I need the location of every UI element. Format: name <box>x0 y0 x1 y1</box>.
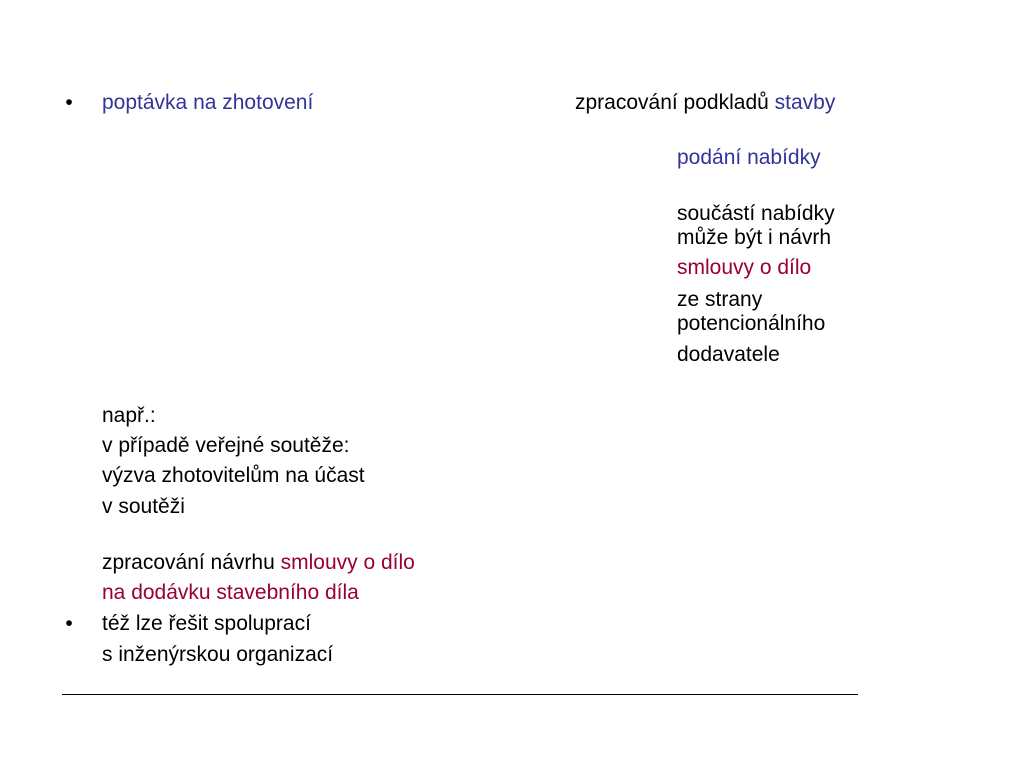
cooperation-line1: též lze řešit spoluprací <box>102 612 311 635</box>
bottom-divider <box>62 694 858 695</box>
example-line3: v soutěži <box>102 495 185 518</box>
documents-heading <box>575 91 835 115</box>
demand-item: poptávka na zhotovení <box>102 91 314 114</box>
example-line2: výzva zhotovitelům na účast <box>102 464 365 487</box>
cooperation-line2: s inženýrskou organizací <box>102 643 334 666</box>
example-label: např.: <box>102 404 156 427</box>
bullet-icon: • <box>65 612 73 635</box>
draft-highlight: smlouvy o dílo <box>280 551 415 574</box>
part-of-offer-line2: může být i návrh <box>677 226 832 249</box>
from-side-line3: dodavatele <box>677 343 780 366</box>
from-side-line1: ze strany <box>677 288 763 311</box>
contract-text: smlouvy o dílo <box>677 256 812 279</box>
bullet-icon: • <box>65 91 73 114</box>
draft-line1 <box>102 551 415 575</box>
offer-submission: podání nabídky <box>677 146 821 169</box>
example-line1: v případě veřejné soutěže: <box>102 434 350 457</box>
part-of-offer-line1: součástí nabídky <box>677 202 835 225</box>
from-side-line2: potencionálního <box>677 312 826 335</box>
documents-heading-prefix: zpracování podkladů <box>575 91 775 114</box>
documents-heading-highlight: stavby <box>774 91 836 114</box>
draft-prefix: zpracování návrhu <box>102 551 281 574</box>
draft-line2: na dodávku stavebního díla <box>102 581 359 604</box>
